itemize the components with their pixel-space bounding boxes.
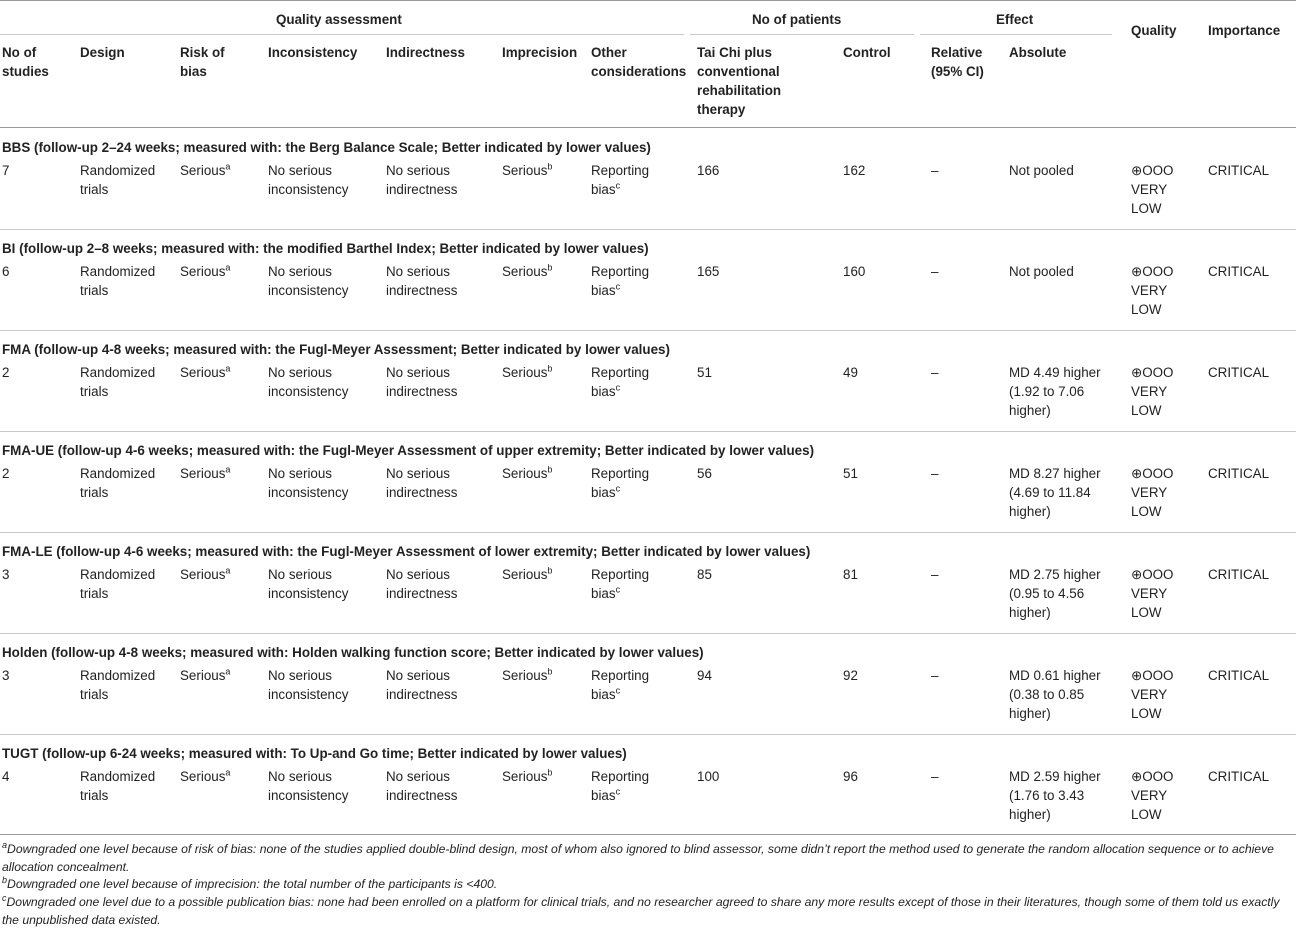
- cell-quality: ⊕OOO VERY LOW: [1131, 466, 1174, 519]
- cell-inconsistency: No serious inconsistency: [268, 769, 349, 803]
- cell-relative: –: [931, 365, 939, 380]
- cell-quality: ⊕OOO VERY LOW: [1131, 668, 1174, 721]
- cell-imprecision: Serious$^b$: [502, 565, 553, 582]
- cell-risk-of-bias: Serious$^a$: [180, 262, 231, 279]
- col-absolute: Absolute: [1009, 45, 1067, 60]
- cell-taichi: 51: [697, 365, 712, 380]
- group-effect: Effect: [996, 12, 1034, 27]
- cell-inconsistency: No serious inconsistency: [268, 365, 349, 399]
- outcome-title: TUGT (follow-up 6-24 weeks; measured with: To Up-and Go time; Better indicated by lower values): [2, 746, 627, 761]
- cell-indirectness: No serious indirectness: [386, 769, 458, 803]
- col-other-considerations: Other considerations: [591, 45, 687, 79]
- outcome-title: FMA-UE (follow-up 4-6 weeks; measured with: the Fugl-Meyer Assessment of upper extremity; Better indicated by lower values): [2, 443, 815, 458]
- outcome-title: Holden (follow-up 4-8 weeks; measured with: Holden walking function score; Better indicated by lower values): [2, 645, 704, 660]
- cell-relative: –: [931, 466, 939, 481]
- cell-imprecision: Serious$^b$: [502, 161, 553, 178]
- cell-indirectness: No serious indirectness: [386, 567, 458, 601]
- cell-absolute: MD 4.49 higher (1.92 to 7.06 higher): [1009, 365, 1101, 418]
- cell-inconsistency: No serious inconsistency: [268, 163, 349, 197]
- cell-relative: –: [931, 567, 939, 582]
- cell-absolute: Not pooled: [1009, 264, 1074, 279]
- bottom-rule: [0, 834, 1296, 835]
- cell-quality: ⊕OOO VERY LOW: [1131, 567, 1174, 620]
- cell-other: Reporting bias$^c$: [591, 264, 650, 298]
- group-quality-assessment: Quality assessment: [276, 12, 402, 27]
- cell-studies: 4: [2, 769, 10, 784]
- section-rule: [0, 734, 1296, 735]
- cell-relative: –: [931, 163, 939, 178]
- header-rule: [0, 127, 1296, 128]
- cell-risk-of-bias: Serious$^a$: [180, 767, 231, 784]
- cell-relative: –: [931, 769, 939, 784]
- cell-design: Randomized trials: [80, 264, 156, 298]
- cell-other: Reporting bias$^c$: [591, 365, 650, 399]
- cell-other: Reporting bias$^c$: [591, 567, 650, 601]
- cell-imprecision: Serious$^b$: [502, 363, 553, 380]
- cell-absolute: MD 2.75 higher (0.95 to 4.56 higher): [1009, 567, 1101, 620]
- col-quality: Quality: [1131, 23, 1177, 38]
- cell-risk-of-bias: Serious$^a$: [180, 161, 231, 178]
- col-imprecision: Imprecision: [502, 45, 578, 60]
- cell-quality: ⊕OOO VERY LOW: [1131, 769, 1174, 822]
- cell-importance: CRITICAL: [1208, 365, 1270, 380]
- cell-indirectness: No serious indirectness: [386, 264, 458, 298]
- cell-imprecision: Serious$^b$: [502, 666, 553, 683]
- cell-imprecision: Serious$^b$: [502, 464, 553, 481]
- col-relative: Relative (95% CI): [931, 45, 984, 79]
- col-importance: Importance: [1208, 23, 1281, 38]
- cell-taichi: 94: [697, 668, 712, 683]
- cell-control: 160: [843, 264, 866, 279]
- cell-risk-of-bias: Serious$^a$: [180, 464, 231, 481]
- cell-relative: –: [931, 668, 939, 683]
- cell-quality: ⊕OOO VERY LOW: [1131, 365, 1174, 418]
- cell-risk-of-bias: Serious$^a$: [180, 363, 231, 380]
- cell-studies: 3: [2, 668, 10, 683]
- outcome-title: FMA-LE (follow-up 4-6 weeks; measured with: the Fugl-Meyer Assessment of lower extremity; Better indicated by lower values): [2, 544, 811, 559]
- cell-taichi: 100: [697, 769, 720, 784]
- cell-taichi: 56: [697, 466, 712, 481]
- cell-taichi: 165: [697, 264, 720, 279]
- outcome-title: BI (follow-up 2–8 weeks; measured with: the modified Barthel Index; Better indicated by lower values): [2, 241, 649, 256]
- group-rule-quality: [0, 34, 684, 35]
- top-rule: [0, 0, 1296, 1]
- cell-design: Randomized trials: [80, 567, 156, 601]
- cell-indirectness: No serious indirectness: [386, 668, 458, 702]
- cell-quality: ⊕OOO VERY LOW: [1131, 264, 1174, 317]
- cell-importance: CRITICAL: [1208, 668, 1270, 683]
- section-rule: [0, 431, 1296, 432]
- cell-risk-of-bias: Serious$^a$: [180, 666, 231, 683]
- cell-control: 49: [843, 365, 858, 380]
- cell-design: Randomized trials: [80, 466, 156, 500]
- cell-importance: CRITICAL: [1208, 264, 1270, 279]
- cell-imprecision: Serious$^b$: [502, 262, 553, 279]
- footnote-b: $^b$Downgraded one level because of imprecision: the total number of the participants is <400.: [2, 874, 498, 891]
- cell-quality: ⊕OOO VERY LOW: [1131, 163, 1174, 216]
- cell-importance: CRITICAL: [1208, 466, 1270, 481]
- cell-inconsistency: No serious inconsistency: [268, 466, 349, 500]
- cell-inconsistency: No serious inconsistency: [268, 668, 349, 702]
- col-risk-of-bias: Risk of bias: [180, 45, 225, 79]
- cell-taichi: 85: [697, 567, 712, 582]
- cell-control: 96: [843, 769, 858, 784]
- cell-inconsistency: No serious inconsistency: [268, 567, 349, 601]
- cell-control: 81: [843, 567, 858, 582]
- section-rule: [0, 229, 1296, 230]
- cell-other: Reporting bias$^c$: [591, 163, 650, 197]
- cell-control: 51: [843, 466, 858, 481]
- cell-absolute: MD 2.59 higher (1.76 to 3.43 higher): [1009, 769, 1101, 822]
- cell-design: Randomized trials: [80, 668, 156, 702]
- group-rule-effect: [920, 34, 1112, 35]
- col-control: Control: [843, 45, 891, 60]
- cell-studies: 6: [2, 264, 10, 279]
- cell-studies: 2: [2, 365, 10, 380]
- cell-indirectness: No serious indirectness: [386, 365, 458, 399]
- footnote-a: $^a$Downgraded one level because of risk of bias: none of the studies applied double-blind design, most of whom also ignored to blind assessor, some didn’t report the method used to generate the random allocation sequence or to achieve allocation concealment.: [2, 839, 1274, 874]
- group-no-of-patients: No of patients: [752, 12, 842, 27]
- cell-relative: –: [931, 264, 939, 279]
- col-inconsistency: Inconsistency: [268, 45, 358, 60]
- cell-indirectness: No serious indirectness: [386, 163, 458, 197]
- cell-risk-of-bias: Serious$^a$: [180, 565, 231, 582]
- cell-design: Randomized trials: [80, 163, 156, 197]
- cell-importance: CRITICAL: [1208, 567, 1270, 582]
- cell-taichi: 166: [697, 163, 720, 178]
- cell-other: Reporting bias$^c$: [591, 668, 650, 702]
- cell-control: 92: [843, 668, 858, 683]
- outcome-title: BBS (follow-up 2–24 weeks; measured with: the Berg Balance Scale; Better indicated by lower values): [2, 140, 651, 155]
- cell-imprecision: Serious$^b$: [502, 767, 553, 784]
- cell-control: 162: [843, 163, 866, 178]
- group-rule-patients: [690, 34, 914, 35]
- cell-absolute: Not pooled: [1009, 163, 1074, 178]
- cell-other: Reporting bias$^c$: [591, 769, 650, 803]
- cell-other: Reporting bias$^c$: [591, 466, 650, 500]
- col-indirectness: Indirectness: [386, 45, 465, 60]
- section-rule: [0, 532, 1296, 533]
- section-rule: [0, 633, 1296, 634]
- cell-design: Randomized trials: [80, 365, 156, 399]
- cell-indirectness: No serious indirectness: [386, 466, 458, 500]
- cell-absolute: MD 0.61 higher (0.38 to 0.85 higher): [1009, 668, 1101, 721]
- cell-studies: 7: [2, 163, 10, 178]
- cell-importance: CRITICAL: [1208, 163, 1270, 178]
- cell-studies: 3: [2, 567, 10, 582]
- cell-importance: CRITICAL: [1208, 769, 1270, 784]
- col-design: Design: [80, 45, 125, 60]
- outcome-title: FMA (follow-up 4-8 weeks; measured with: the Fugl-Meyer Assessment; Better indicated by lower values): [2, 342, 670, 357]
- cell-studies: 2: [2, 466, 10, 481]
- col-no-of-studies: No of studies: [2, 45, 49, 79]
- section-rule: [0, 330, 1296, 331]
- cell-design: Randomized trials: [80, 769, 156, 803]
- cell-absolute: MD 8.27 higher (4.69 to 11.84 higher): [1009, 466, 1101, 519]
- col-taichi: Tai Chi plus conventional rehabilitation therapy: [697, 45, 782, 117]
- cell-inconsistency: No serious inconsistency: [268, 264, 349, 298]
- footnote-c: $^c$Downgraded one level due to a possible publication bias: none had been enrolled on a platform for clinical trials, and no researcher agreed to share any more results except of those in their literatures, though some of them told us exactly the unpublished data existed.: [2, 892, 1280, 927]
